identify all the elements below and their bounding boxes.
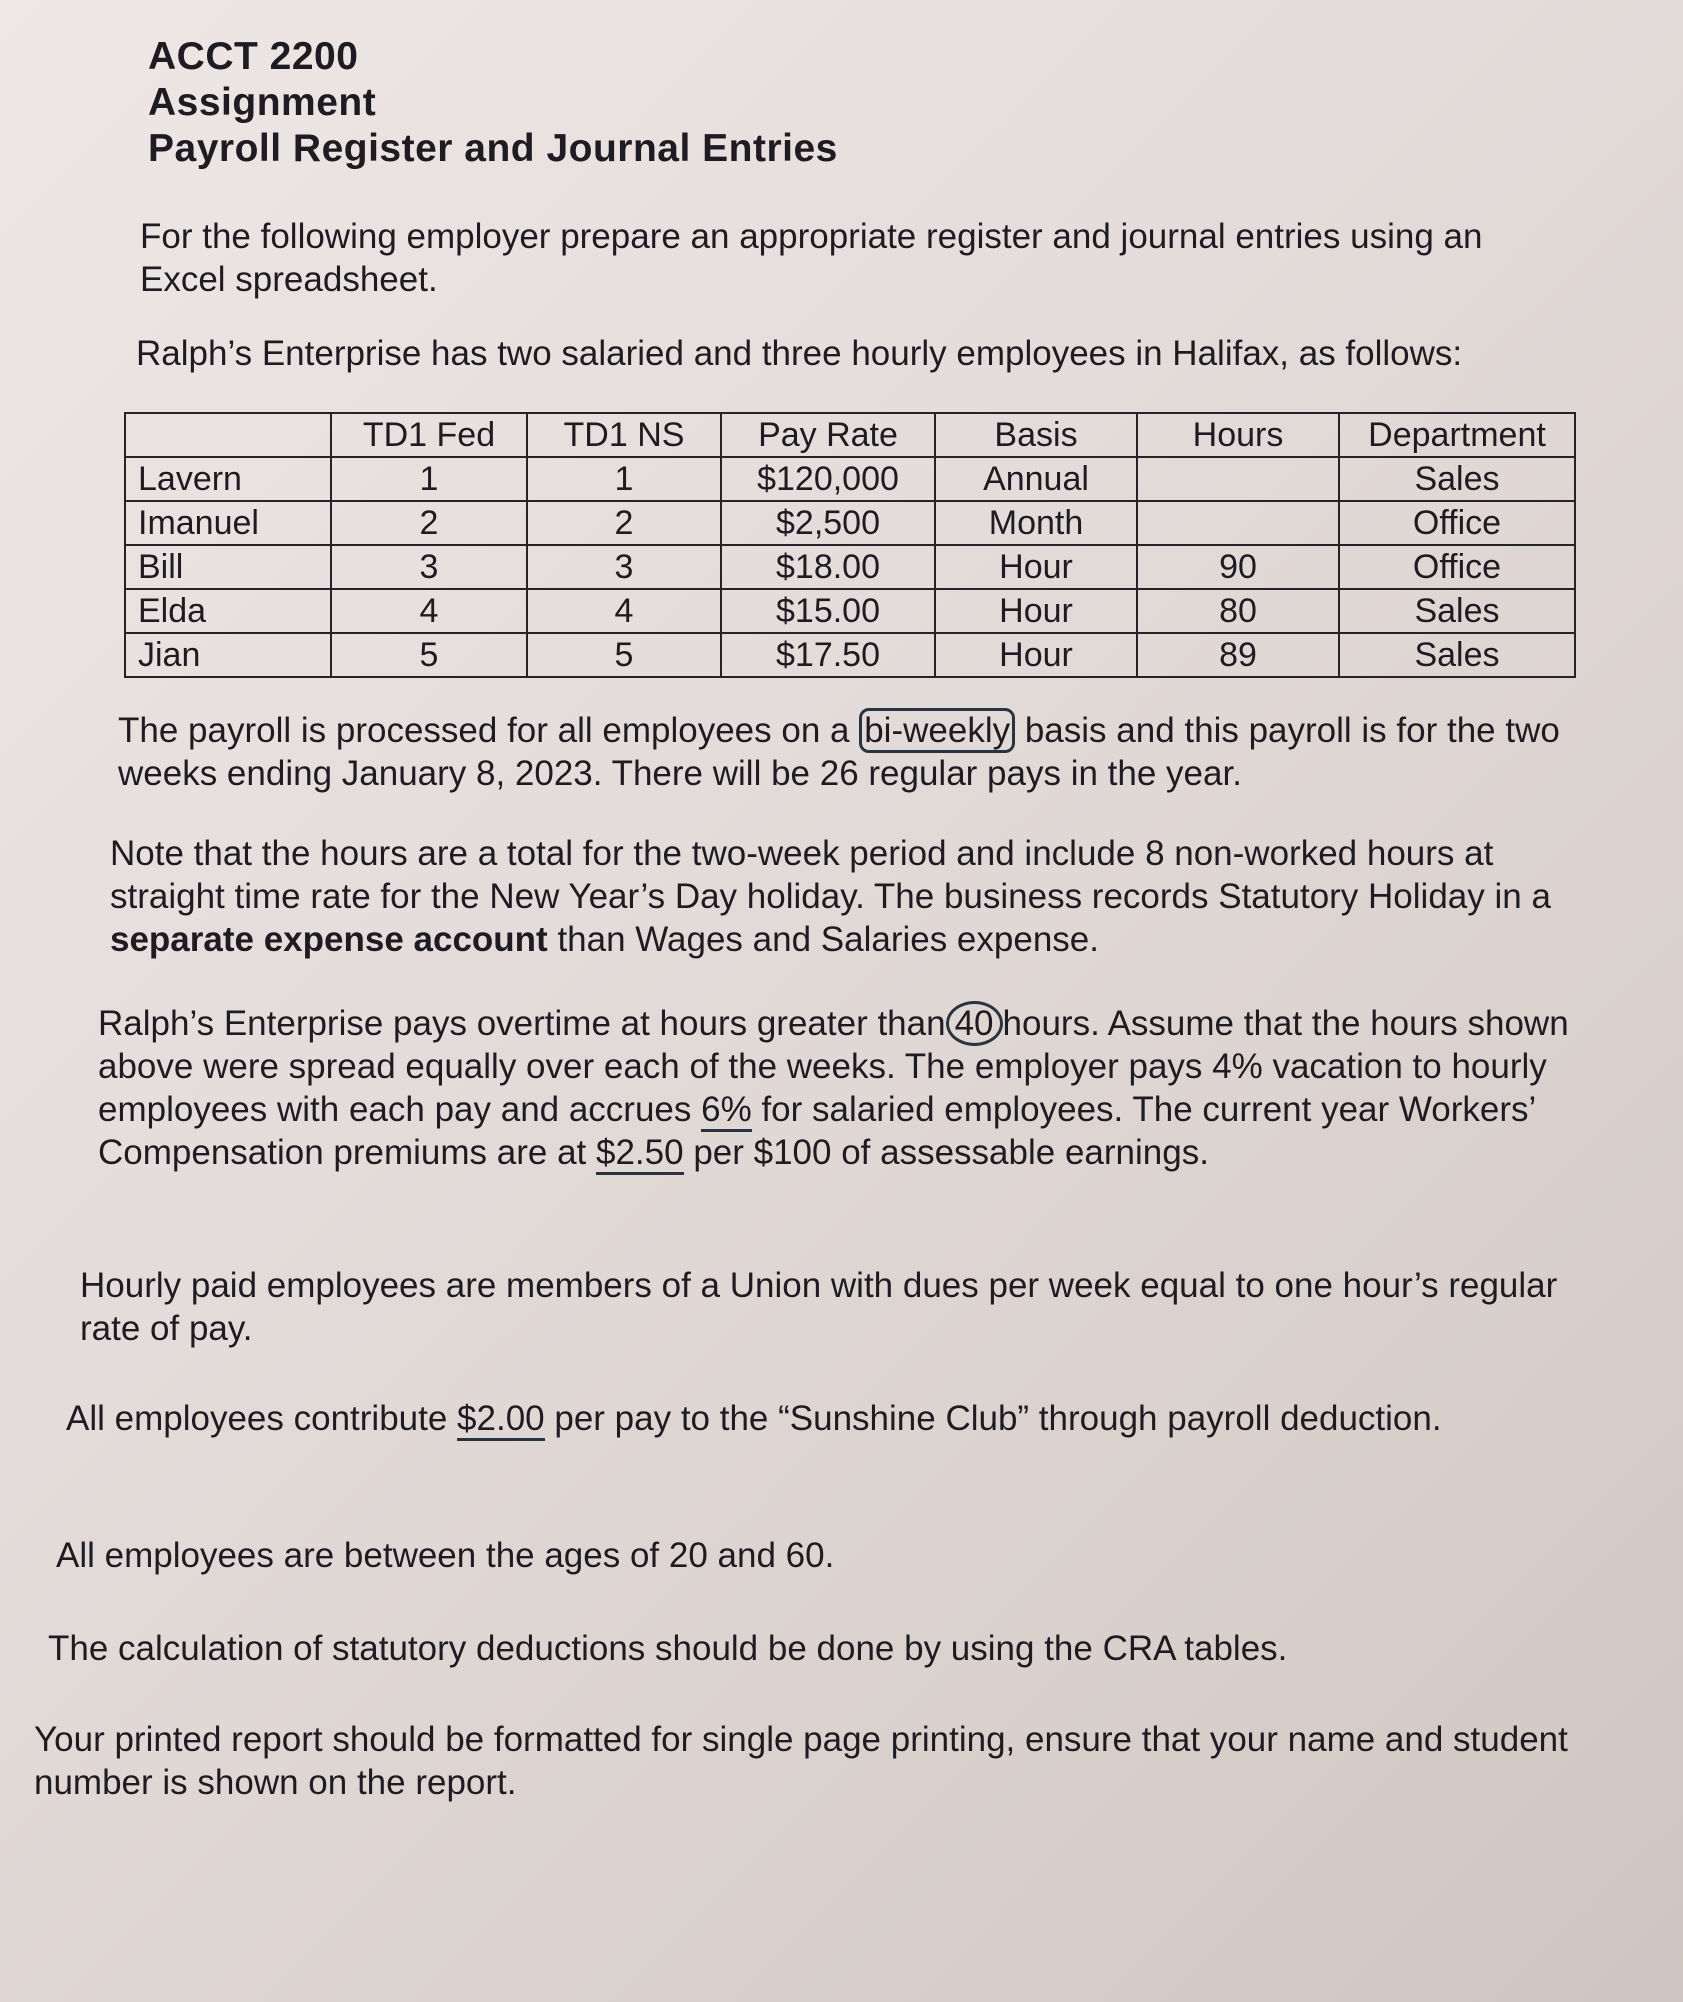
pay-rate-cell: $17.50 bbox=[721, 633, 935, 677]
sunshine-text-start: All employees contribute bbox=[66, 1399, 458, 1438]
table-row bbox=[125, 457, 1575, 501]
header-td1-ns: TD1 NS bbox=[527, 413, 721, 457]
holiday-note-paragraph bbox=[110, 832, 1610, 961]
department-cell: Sales bbox=[1339, 633, 1575, 677]
hours-cell bbox=[1137, 457, 1339, 501]
td1-fed-cell: 5 bbox=[331, 633, 527, 677]
report-instructions-paragraph: Your printed report should be formatted for single page printing, ensure that your name and student number is shown on the report. bbox=[34, 1720, 1568, 1802]
header-basis: Basis bbox=[935, 413, 1137, 457]
hours-cell: 90 bbox=[1137, 545, 1339, 589]
td1-ns-cell: 2 bbox=[527, 501, 721, 545]
hours-cell bbox=[1137, 501, 1339, 545]
pay-rate-cell: $120,000 bbox=[721, 457, 935, 501]
document-title: Payroll Register and Journal Entries bbox=[148, 127, 838, 170]
td1-ns-cell: 1 bbox=[527, 457, 721, 501]
td1-fed-cell: 2 bbox=[331, 501, 527, 545]
overtime-text-1: Ralph’s Enterprise pays overtime at hours greater than bbox=[98, 1004, 946, 1043]
circled-bi-weekly: bi-weekly bbox=[859, 708, 1015, 753]
holiday-note-bold: separate expense account bbox=[110, 920, 548, 959]
underlined-6-percent: 6% bbox=[701, 1090, 752, 1132]
header-pay-rate: Pay Rate bbox=[721, 413, 935, 457]
underlined-2-00: $2.00 bbox=[457, 1399, 545, 1441]
department-cell: Sales bbox=[1339, 589, 1575, 633]
basis-cell: Hour bbox=[935, 589, 1137, 633]
table-row bbox=[125, 633, 1575, 677]
holiday-note-text-start: Note that the hours are a total for the two-week period and include 8 non-worked hours at straight time rate for the New Year’s Day holiday. The business records Statutory Holiday in a bbox=[110, 834, 1551, 916]
employee-name: Bill bbox=[125, 545, 331, 589]
td1-ns-cell: 3 bbox=[527, 545, 721, 589]
td1-ns-cell: 5 bbox=[527, 633, 721, 677]
table-row bbox=[125, 501, 1575, 545]
header-department: Department bbox=[1339, 413, 1575, 457]
course-code: ACCT 2200 bbox=[148, 35, 359, 78]
overtime-text-3: for salaried employees. The current year Workers’ Compensation premiums are at bbox=[98, 1090, 1535, 1172]
basis-cell: Hour bbox=[935, 545, 1137, 589]
td1-fed-cell: 4 bbox=[331, 589, 527, 633]
basis-cell: Hour bbox=[935, 633, 1137, 677]
payroll-period-text-start: The payroll is processed for all employees on a bbox=[118, 711, 860, 750]
employee-name: Elda bbox=[125, 589, 331, 633]
department-cell: Sales bbox=[1339, 457, 1575, 501]
department-cell: Office bbox=[1339, 501, 1575, 545]
hours-cell: 89 bbox=[1137, 633, 1339, 677]
overtime-paragraph bbox=[98, 1002, 1618, 1174]
employee-table-header-row bbox=[125, 413, 1575, 457]
overtime-text-2: hours. Assume that the hours shown above were spread equally over each of the weeks. The employer pays 4% vacation to hourly employees with each pay and accrues bbox=[98, 1004, 1569, 1129]
hours-cell: 80 bbox=[1137, 589, 1339, 633]
department-cell: Office bbox=[1339, 545, 1575, 589]
employee-table bbox=[124, 412, 1576, 678]
intro-paragraph: For the following employer prepare an appropriate register and journal entries using an Excel spreadsheet. bbox=[140, 217, 1483, 299]
table-row bbox=[125, 545, 1575, 589]
holiday-note-text-end: than Wages and Salaries expense. bbox=[547, 920, 1099, 959]
ages-paragraph: All employees are between the ages of 20 and 60. bbox=[56, 1536, 835, 1575]
sunshine-club-paragraph bbox=[66, 1397, 1516, 1440]
pay-rate-cell: $18.00 bbox=[721, 545, 935, 589]
union-dues-paragraph: Hourly paid employees are members of a Union with dues per week equal to one hour’s regular rate of pay. bbox=[80, 1266, 1558, 1348]
underlined-2-50: $2.50 bbox=[596, 1133, 684, 1175]
td1-fed-cell: 1 bbox=[331, 457, 527, 501]
payroll-period-text-end: basis and this payroll is for the two weeks ending January 8, 2023. There will be 26 regular pays in the year. bbox=[118, 711, 1560, 793]
cra-paragraph: The calculation of statutory deductions should be done by using the CRA tables. bbox=[48, 1629, 1288, 1668]
table-row bbox=[125, 589, 1575, 633]
circled-40: 40 bbox=[946, 1001, 1003, 1046]
header-name bbox=[125, 413, 331, 457]
header-hours: Hours bbox=[1137, 413, 1339, 457]
employee-name: Jian bbox=[125, 633, 331, 677]
basis-cell: Month bbox=[935, 501, 1137, 545]
employees-intro-paragraph: Ralph’s Enterprise has two salaried and three hourly employees in Halifax, as follows: bbox=[136, 334, 1463, 373]
document-type: Assignment bbox=[148, 81, 377, 124]
pay-rate-cell: $2,500 bbox=[721, 501, 935, 545]
td1-fed-cell: 3 bbox=[331, 545, 527, 589]
pay-rate-cell: $15.00 bbox=[721, 589, 935, 633]
overtime-text-4: per $100 of assessable earnings. bbox=[683, 1133, 1209, 1172]
basis-cell: Annual bbox=[935, 457, 1137, 501]
document-header bbox=[148, 34, 838, 172]
employee-name: Imanuel bbox=[125, 501, 331, 545]
payroll-period-paragraph bbox=[118, 709, 1568, 795]
td1-ns-cell: 4 bbox=[527, 589, 721, 633]
header-td1-fed: TD1 Fed bbox=[331, 413, 527, 457]
employee-name: Lavern bbox=[125, 457, 331, 501]
sunshine-text-end: per pay to the “Sunshine Club” through payroll deduction. bbox=[544, 1399, 1442, 1438]
